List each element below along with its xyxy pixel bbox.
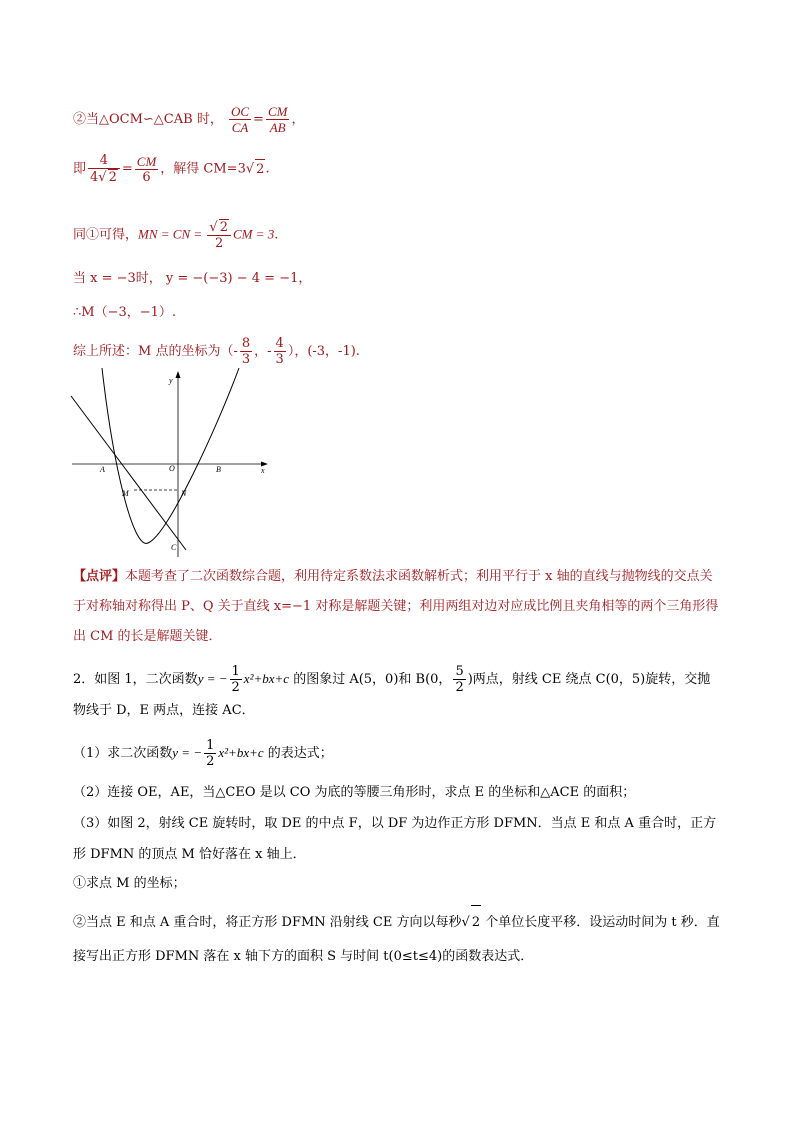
step2-line: 即 $\frac{4}{4√ 2}$ = $\frac{CM}{6}$ ，解得 CM=3√ 2.	[73, 153, 270, 185]
step5-line: ∴M（−3，−1）.	[73, 305, 177, 320]
step4-line: 当 x = −3时， y = −(−3) − 4 = −1，	[73, 271, 312, 286]
fraction-5-2: $\frac{5}{2}$	[455, 664, 464, 695]
fraction-1-2-b: $\frac{1}{2}$	[206, 738, 215, 769]
line-ac	[71, 396, 186, 550]
y-axis-arrow	[176, 371, 181, 378]
fraction-cm-ab: $\frac{CM}{AB}$	[267, 104, 288, 135]
case2-line: ②当△OCM∽△CAB 时， $\frac{OC}{CA}$ = $\frac{CM}{AB}$ ，	[73, 104, 305, 135]
label-b: B	[216, 465, 221, 474]
label-c: C	[171, 543, 177, 552]
summary-line: 综上所述：M 点的坐标为（- $\frac{8}{3}$ ，- $\frac{4}{3}$ ），(-3，-1).	[73, 336, 360, 367]
fraction-root2-over-2: $\frac{√ 2}{2}$	[207, 219, 231, 251]
question-2-part1: （1）求二次函数y = − $\frac{1}{2}$ x²+bx+c 的表达式；	[73, 738, 333, 769]
review-text: 本题考查了二次函数综合题，利用待定系数法求函数解析式；利用平行于 x 轴的直线与抛物线的交点关于对称轴对称得出 P、Q 关于直线 x=−1 对称是解题关键；利用两组对边对应成比例且夹角相等的两个三角形得出 CM 的长是解题关键．	[73, 569, 719, 644]
fraction-1-2: $\frac{1}{2}$	[231, 664, 240, 695]
fraction-4-3: $\frac{4}{3}$	[275, 336, 284, 367]
label-m: M	[122, 489, 129, 498]
question-2-stem: 2．如图 1，二次函数y = − $\frac{1}{2}$ x²+bx+c 的图象过 A(5，0)和 B(0， $\frac{5}{2}$ )两点，射线 CE 绕点 C(0，5)旋转，交抛物线于 D，E 两点，连接 AC．	[73, 664, 711, 718]
fraction-4-over-4root2: $\frac{4}{4√ 2}$	[88, 153, 120, 185]
question-2-part3: （3）如图 2，射线 CE 旋转时，取 DE 的中点 F，以 DF 为边作正方形 DFMN．当点 E 和点 A 重合时，正方形 DFMN 的顶点 M 恰好落在 x 轴上．	[73, 816, 717, 862]
label-o: O	[169, 464, 175, 473]
question-2-part2: （2）连接 OE，AE，当△CEO 是以 CO 为底的等腰三角形时，求点 E 的坐标和△ACE 的面积；	[73, 785, 636, 800]
question-2-part3-1: ①求点 M 的坐标；	[73, 876, 186, 891]
label-x: x	[261, 466, 265, 475]
fraction-cm-6: $\frac{CM}{6}$	[136, 153, 157, 185]
parabola-curve	[102, 368, 239, 543]
question-2-part3-2: ②当点 E 和点 A 重合时，将正方形 DFMN 沿射线 CE 方向以每秒√ 2 个单位长度平移．设运动时间为 t 秒．直接写出正方形 DFMN 落在 x 轴下方的面积 S 与时间 t(0≤t≤4)的函数表达式．	[73, 905, 723, 974]
label-n: N	[181, 489, 187, 498]
review-tag: 【点评】	[73, 569, 126, 584]
fraction-oc-ca: $\frac{OC}{CA}$	[230, 104, 250, 135]
step3-line: 同①可得，MN = CN = $\frac{√ 2}{2}$ CM = 3.	[73, 220, 279, 251]
fraction-8-3: $\frac{8}{3}$	[241, 336, 251, 367]
review-paragraph	[73, 562, 723, 652]
case2-intro: ②当△OCM∽△CAB 时，	[73, 112, 223, 127]
parabola-figure	[68, 365, 278, 560]
label-y: y	[169, 376, 173, 385]
label-a: A	[100, 465, 105, 474]
